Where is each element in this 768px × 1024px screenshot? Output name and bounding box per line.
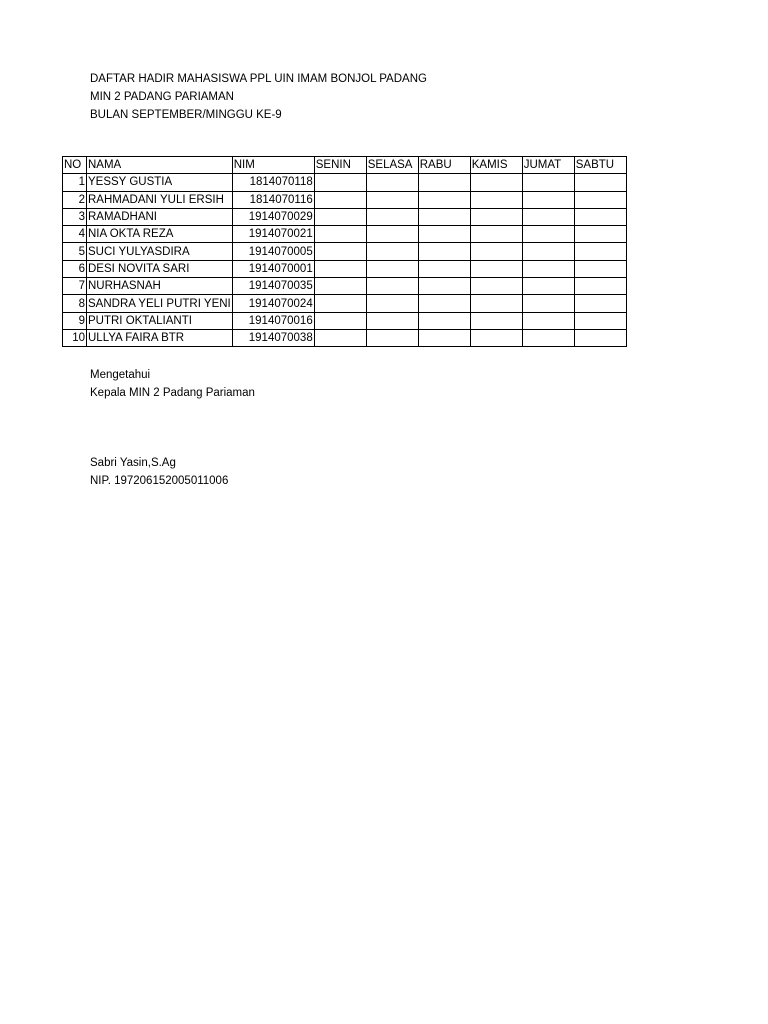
cell-jumat	[522, 295, 574, 312]
cell-kamis	[470, 329, 522, 346]
cell-nim: 1914070001	[232, 260, 314, 277]
period-label: BULAN SEPTEMBER/MINGGU KE-9	[90, 109, 282, 121]
cell-kamis	[470, 295, 522, 312]
cell-selasa	[366, 295, 418, 312]
cell-senin	[314, 191, 366, 208]
cell-sabtu	[574, 191, 626, 208]
cell-no: 3	[63, 208, 87, 225]
cell-nim: 1814070116	[232, 191, 314, 208]
cell-selasa	[366, 243, 418, 260]
cell-nim: 1914070038	[232, 329, 314, 346]
cell-nama: NURHASNAH	[87, 278, 233, 295]
cell-no: 9	[63, 312, 87, 329]
table-header-row	[63, 157, 627, 174]
cell-no: 4	[63, 226, 87, 243]
cell-selasa	[366, 260, 418, 277]
cell-kamis	[470, 174, 522, 191]
cell-no: 10	[63, 329, 87, 346]
position-title: Kepala MIN 2 Padang Pariaman	[90, 387, 255, 399]
cell-no: 8	[63, 295, 87, 312]
acknowledge-label: Mengetahui	[90, 369, 151, 381]
cell-nim: 1914070029	[232, 208, 314, 225]
cell-no: 7	[63, 278, 87, 295]
column-header-selasa: SELASA	[366, 157, 418, 174]
cell-rabu	[418, 226, 470, 243]
cell-sabtu	[574, 312, 626, 329]
cell-sabtu	[574, 278, 626, 295]
acknowledgement-block	[90, 366, 255, 402]
cell-sabtu	[574, 208, 626, 225]
cell-rabu	[418, 174, 470, 191]
school-name: MIN 2 PADANG PARIAMAN	[90, 91, 234, 103]
cell-kamis	[470, 243, 522, 260]
cell-kamis	[470, 208, 522, 225]
cell-no: 5	[63, 243, 87, 260]
signatory-name: Sabri Yasin,S.Ag	[90, 457, 176, 469]
column-header-jumat: JUMAT	[522, 157, 574, 174]
cell-senin	[314, 312, 366, 329]
cell-nim: 1914070005	[232, 243, 314, 260]
cell-rabu	[418, 191, 470, 208]
cell-no: 2	[63, 191, 87, 208]
table-row	[63, 329, 627, 346]
cell-sabtu	[574, 260, 626, 277]
cell-nama: ULLYA FAIRA BTR	[87, 329, 233, 346]
cell-nim: 1914070024	[232, 295, 314, 312]
cell-nama: RAHMADANI YULI ERSIH	[87, 191, 233, 208]
cell-nim: 1914070035	[232, 278, 314, 295]
cell-sabtu	[574, 226, 626, 243]
cell-nama: PUTRI OKTALIANTI	[87, 312, 233, 329]
column-header-rabu: RABU	[418, 157, 470, 174]
column-header-sabtu: SABTU	[574, 157, 626, 174]
table-row	[63, 243, 627, 260]
signature-block	[90, 454, 228, 490]
cell-selasa	[366, 329, 418, 346]
attendance-table	[62, 156, 627, 347]
cell-nama: RAMADHANI	[87, 208, 233, 225]
cell-rabu	[418, 243, 470, 260]
document-title: DAFTAR HADIR MAHASISWA PPL UIN IMAM BONJOL PADANG	[90, 73, 427, 85]
cell-senin	[314, 278, 366, 295]
cell-selasa	[366, 174, 418, 191]
cell-sabtu	[574, 243, 626, 260]
cell-rabu	[418, 312, 470, 329]
cell-kamis	[470, 191, 522, 208]
cell-rabu	[418, 208, 470, 225]
column-header-senin: SENIN	[314, 157, 366, 174]
signatory-nip: NIP. 197206152005011006	[90, 475, 229, 487]
table-row	[63, 208, 627, 225]
cell-senin	[314, 208, 366, 225]
cell-nama: NIA OKTA REZA	[87, 226, 233, 243]
table-row	[63, 174, 627, 191]
cell-selasa	[366, 312, 418, 329]
cell-senin	[314, 329, 366, 346]
cell-nama: SANDRA YELI PUTRI YENI	[87, 295, 233, 312]
cell-nim: 1814070118	[232, 174, 314, 191]
cell-kamis	[470, 278, 522, 295]
cell-sabtu	[574, 174, 626, 191]
cell-nim: 1914070021	[232, 226, 314, 243]
cell-nama: SUCI YULYASDIRA	[87, 243, 233, 260]
cell-selasa	[366, 278, 418, 295]
cell-nama: YESSY GUSTIA	[87, 174, 233, 191]
cell-jumat	[522, 191, 574, 208]
cell-senin	[314, 243, 366, 260]
cell-senin	[314, 260, 366, 277]
column-header-nama: NAMA	[87, 157, 233, 174]
cell-kamis	[470, 260, 522, 277]
column-header-nim: NIM	[232, 157, 314, 174]
cell-jumat	[522, 208, 574, 225]
table-row	[63, 312, 627, 329]
cell-sabtu	[574, 329, 626, 346]
table-row	[63, 295, 627, 312]
cell-kamis	[470, 312, 522, 329]
cell-senin	[314, 295, 366, 312]
cell-jumat	[522, 278, 574, 295]
cell-selasa	[366, 226, 418, 243]
cell-rabu	[418, 329, 470, 346]
table-row	[63, 278, 627, 295]
column-header-no: NO	[63, 157, 87, 174]
cell-kamis	[470, 226, 522, 243]
column-header-kamis: KAMIS	[470, 157, 522, 174]
table-row	[63, 226, 627, 243]
cell-no: 6	[63, 260, 87, 277]
cell-no: 1	[63, 174, 87, 191]
cell-senin	[314, 174, 366, 191]
table-row	[63, 191, 627, 208]
cell-rabu	[418, 260, 470, 277]
cell-rabu	[418, 278, 470, 295]
cell-jumat	[522, 174, 574, 191]
cell-nama: DESI NOVITA SARI	[87, 260, 233, 277]
document-header	[90, 70, 427, 124]
cell-jumat	[522, 329, 574, 346]
table-row	[63, 260, 627, 277]
cell-sabtu	[574, 295, 626, 312]
cell-selasa	[366, 191, 418, 208]
cell-nim: 1914070016	[232, 312, 314, 329]
cell-jumat	[522, 260, 574, 277]
cell-jumat	[522, 226, 574, 243]
cell-jumat	[522, 312, 574, 329]
cell-rabu	[418, 295, 470, 312]
cell-senin	[314, 226, 366, 243]
cell-jumat	[522, 243, 574, 260]
cell-selasa	[366, 208, 418, 225]
